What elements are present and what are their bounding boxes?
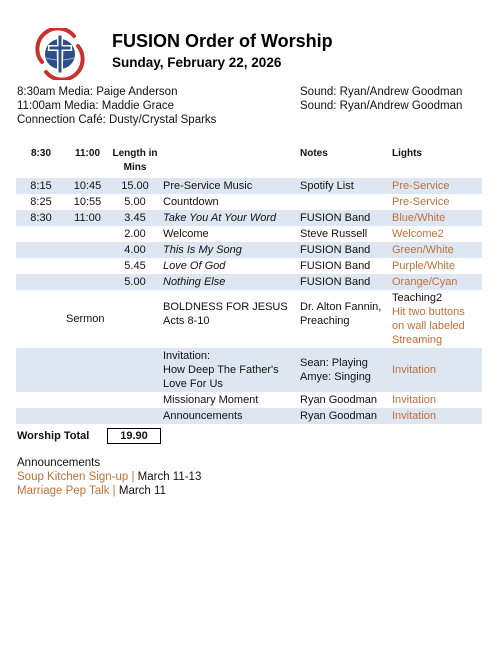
time-1100	[66, 258, 109, 274]
time-1100	[66, 274, 109, 290]
lights: Invitation	[390, 408, 482, 424]
table-row	[16, 258, 482, 274]
lights: Invitation	[390, 348, 482, 392]
length: 15.00	[109, 178, 161, 194]
lights: Invitation	[392, 394, 437, 406]
table-row	[16, 178, 482, 194]
announcement-separator: |	[109, 485, 119, 497]
length: 5.45	[124, 260, 146, 272]
notes-playing: Sean: Playing	[300, 357, 368, 369]
announcement-item	[17, 471, 201, 483]
lights: Welcome2	[392, 228, 444, 240]
announcement-separator: |	[128, 471, 138, 483]
announcement-title: Soup Kitchen Sign-up	[17, 471, 129, 483]
sound-2: Sound: Ryan/Andrew Goodman	[300, 100, 463, 112]
announcement-date: March 11	[118, 485, 166, 497]
time-830	[16, 242, 66, 258]
item: Welcome	[163, 228, 209, 240]
item: Announcements	[161, 408, 298, 424]
time-1100: 10:45	[66, 178, 109, 194]
time-1100: 11:00	[66, 210, 109, 226]
invitation-song-1: How Deep The Father's	[163, 364, 279, 376]
time-830: 8:25	[30, 196, 52, 208]
table-row-sermon	[16, 290, 482, 348]
sermon-label: Sermon	[66, 313, 105, 325]
sermon-title: BOLDNESS FOR JESUS	[163, 301, 288, 313]
announcement-date: March 11-13	[137, 471, 202, 483]
length: 2.00	[124, 228, 146, 240]
item: Pre-Service Music	[161, 178, 298, 194]
item: This Is My Song	[161, 242, 298, 258]
item: Nothing Else	[161, 274, 298, 290]
item: Take You At Your Word	[161, 210, 298, 226]
notes: FUSION Band	[298, 210, 390, 226]
header-notes: Notes	[300, 148, 328, 159]
service-date: Sunday, February 22, 2026	[112, 55, 282, 70]
notes: Spotify List	[298, 178, 390, 194]
notes: Steve Russell	[300, 228, 368, 240]
notes	[298, 194, 390, 210]
table-row	[16, 210, 482, 226]
lights: Pre-Service	[390, 178, 482, 194]
time-830: 8:15	[16, 178, 66, 194]
notes-singing: Amye: Singing	[300, 371, 371, 383]
length: 3.45	[109, 210, 161, 226]
time-830: 8:30	[16, 210, 66, 226]
length: 5.00	[124, 196, 146, 208]
preacher-role: Preaching	[300, 315, 350, 327]
notes: Ryan Goodman	[300, 394, 378, 406]
worship-total-value: 19.90	[107, 428, 161, 444]
table-row	[16, 408, 482, 424]
invitation-song-2: Love For Us	[163, 378, 223, 390]
time-1100	[66, 242, 109, 258]
notes: FUSION Band	[300, 260, 371, 272]
table-row	[16, 194, 482, 210]
header-1100: 11:00	[74, 148, 101, 159]
lights-instruction-2: on wall labeled	[392, 320, 465, 332]
table-row	[16, 242, 482, 258]
header-830: 8:30	[30, 148, 51, 159]
sound-1: Sound: Ryan/Andrew Goodman	[300, 86, 463, 98]
announcements-heading: Announcements	[17, 457, 101, 469]
table-row	[16, 392, 482, 408]
time-830	[16, 258, 66, 274]
preacher: Dr. Alton Fannin,	[300, 301, 382, 313]
lights: Orange/Cyan	[390, 274, 482, 290]
item: Love Of God	[163, 260, 226, 272]
lights: Purple/White	[392, 260, 455, 272]
lights: Pre-Service	[392, 196, 450, 208]
lights: Blue/White	[390, 210, 482, 226]
header-length: Length in Mins	[112, 148, 158, 173]
table-row	[16, 274, 482, 290]
time-1100: 10:55	[73, 196, 102, 208]
length: 5.00	[109, 274, 161, 290]
time-1100	[66, 226, 109, 242]
notes: FUSION Band	[298, 242, 390, 258]
media-830: 8:30am Media: Paige Anderson	[17, 86, 178, 98]
table-header	[16, 146, 482, 178]
invitation-label: Invitation:	[163, 350, 211, 362]
notes: Ryan Goodman	[298, 408, 390, 424]
lights: Green/White	[390, 242, 482, 258]
lights-instruction-3: Streaming	[392, 334, 443, 346]
notes: FUSION Band	[298, 274, 390, 290]
connection-cafe: Connection Café: Dusty/Crystal Sparks	[17, 114, 217, 126]
worship-total-label: Worship Total	[17, 430, 90, 442]
media-1100: 11:00am Media: Maddie Grace	[17, 100, 175, 112]
item: Countdown	[163, 196, 219, 208]
announcement-title: Marriage Pep Talk	[17, 485, 110, 497]
order-of-worship-table	[16, 146, 482, 424]
lights-instruction-1: Hit two buttons	[392, 306, 465, 318]
table-row	[16, 348, 482, 392]
time-830	[16, 226, 66, 242]
item: Missionary Moment	[163, 394, 259, 406]
cross-globe-logo	[34, 28, 86, 80]
length: 4.00	[109, 242, 161, 258]
header-item	[161, 146, 298, 178]
page-title: FUSION Order of Worship	[112, 31, 333, 51]
header-lights: Lights	[392, 148, 422, 159]
table-row	[16, 226, 482, 242]
time-830	[16, 274, 66, 290]
lights-teaching: Teaching2	[392, 292, 443, 304]
announcement-item	[17, 485, 166, 497]
sermon-scripture: Acts 8-10	[163, 315, 210, 327]
